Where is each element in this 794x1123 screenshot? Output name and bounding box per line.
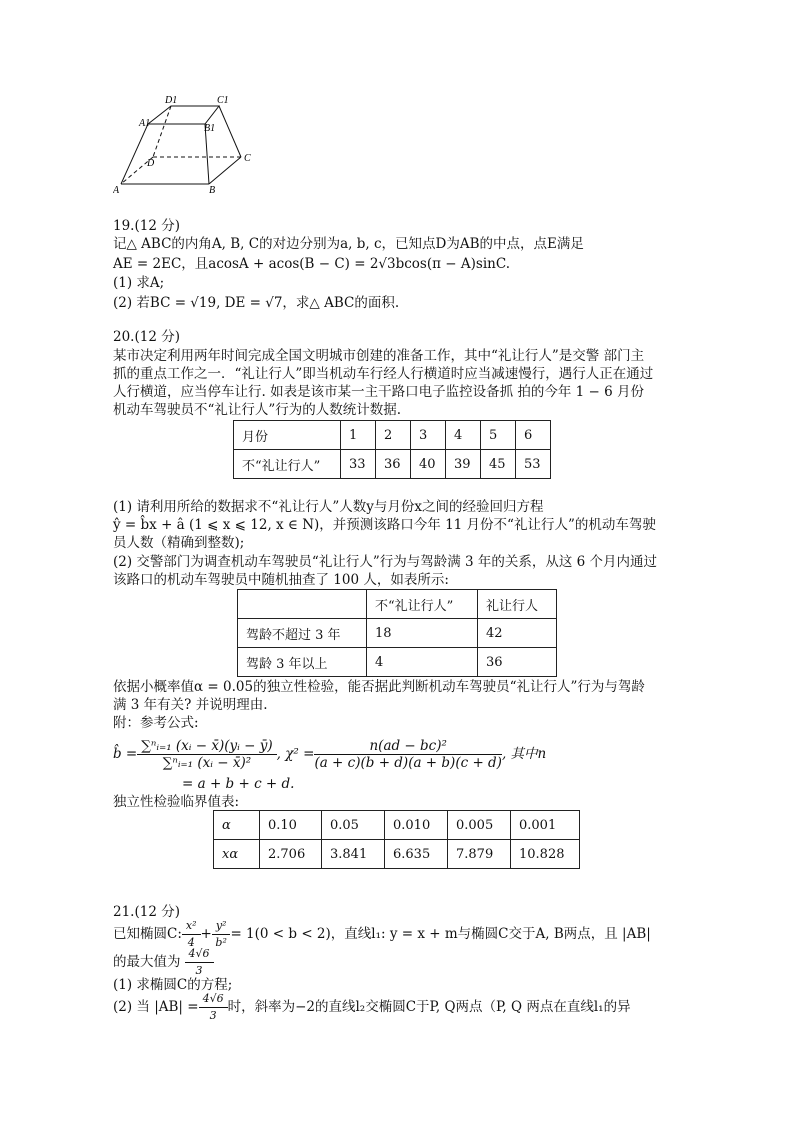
table-cell: 驾龄 3 年以上	[238, 648, 367, 677]
table-cell: 40	[411, 450, 446, 479]
critical-value-table	[213, 810, 580, 869]
table-cell: 36	[376, 450, 411, 479]
table-cell: α	[214, 811, 260, 840]
label-b: B	[209, 185, 216, 196]
q20-survey-table	[237, 589, 557, 677]
q19-stem-1: 记△ ABC的内角A, B, C的对边分别为a, b, c，已知点D为AB的中点，点E满足	[113, 236, 584, 252]
table-cell: 5	[481, 421, 516, 450]
table-cell: 53	[516, 450, 551, 479]
q20-part2-line: (2) 交警部门为调查机动车驾驶员“礼让行人”行为与驾龄满 3 年的关系，从这 6 个月内通过	[113, 554, 658, 570]
table-cell: 45	[481, 450, 516, 479]
label-c: C	[244, 153, 251, 164]
table-cell: 0.05	[322, 811, 385, 840]
q20-part1-line: 员人数（精确到整数);	[113, 535, 245, 551]
table-row	[238, 619, 557, 648]
formula-tail: , 其中n	[501, 746, 547, 762]
table-cell: 2.706	[260, 840, 322, 869]
q21-frac-y	[212, 918, 231, 951]
q21-part2	[113, 993, 631, 1021]
table-cell: 18	[367, 619, 478, 648]
q21-plus: +	[200, 926, 212, 942]
frac-numerator: 4√6	[199, 991, 228, 1008]
table-cell: 礼让行人	[478, 590, 557, 619]
table-cell: 0.010	[385, 811, 448, 840]
label-d: D	[147, 158, 155, 169]
frac-denominator: 4	[187, 935, 195, 949]
formula-b-lhs: b̂ =	[113, 746, 138, 762]
table-cell: 2	[376, 421, 411, 450]
crit-table-title: 独立性检验临界值表:	[113, 794, 240, 810]
table-cell: 驾龄不超过 3 年	[238, 619, 367, 648]
q20-part2-line: 该路口的机动车驾驶员中随机抽查了 100 人，如表所示:	[113, 572, 449, 588]
q21-stem-c: 的最大值为	[113, 954, 181, 970]
frac-denominator: 3	[195, 963, 203, 977]
q21-part2-b: 时，斜率为−2的直线l₂交椭圆C于P, Q两点（P, Q 两点在直线l₁的异	[227, 999, 631, 1015]
table-cell: 4	[446, 421, 481, 450]
q20-stem-line: 抓的重点工作之一．“礼让行人”即当机动车行经人行横道时应当减速慢行，遇行人正在通过	[113, 366, 654, 382]
q19-stem-2: AE = 2EC，且acosA + acos(B − C) = 2√3bcos(π − A)sinC.	[113, 256, 510, 272]
table-cell: 42	[478, 619, 557, 648]
q19-part2: (2) 若BC = √19, DE = √7，求△ ABC的面积.	[113, 295, 400, 311]
q21-part1: (1) 求椭圆C的方程;	[113, 977, 233, 993]
table-cell: 月份	[234, 421, 341, 450]
table-cell: 10.828	[511, 840, 580, 869]
table-cell: 7.879	[448, 840, 511, 869]
q21-part2-frac	[199, 991, 228, 1024]
q20-stem-line: 某市决定利用两年时间完成全国文明城市创建的准备工作，其中“礼让行人”是交警 部门主	[113, 348, 645, 364]
formula-chi-denominator: (a + c)(b + d)(a + b)(c + d)	[314, 754, 502, 771]
q21-stem-a: 已知椭圆C:	[113, 926, 182, 942]
table-cell: 6.635	[385, 840, 448, 869]
label-a1: A1	[139, 118, 151, 129]
q19-part1: (1) 求A;	[113, 275, 165, 291]
frac-numerator: 4√6	[185, 946, 214, 963]
table-cell: 6	[516, 421, 551, 450]
table-cell: 36	[478, 648, 557, 677]
table-row	[238, 648, 557, 677]
table-cell: 39	[446, 450, 481, 479]
q20-after-line: 满 3 年有关? 并说明理由.	[113, 697, 268, 713]
formula-chi-fraction	[314, 738, 502, 771]
formula-chi-lhs: , χ² =	[276, 746, 315, 762]
table-row	[238, 590, 557, 619]
formula-b-numerator: ∑ⁿᵢ₌₁ (xᵢ − x̄)(yᵢ − ȳ)	[137, 738, 276, 755]
label-b1: B1	[204, 123, 216, 134]
table-cell: 0.005	[448, 811, 511, 840]
table-cell: 不“礼让行人”	[234, 450, 341, 479]
table-row	[234, 421, 551, 450]
table-cell: 0.10	[260, 811, 322, 840]
label-d1: D1	[165, 95, 178, 106]
q21-header: 21.(12 分)	[113, 904, 180, 920]
frac-denominator: b²	[215, 935, 227, 949]
table-cell	[238, 590, 367, 619]
formula-b-fraction	[137, 738, 276, 771]
frac-numerator: y²	[212, 918, 231, 935]
q21-part2-a: (2) 当 |AB| =	[113, 999, 199, 1015]
q19-header: 19.(12 分)	[113, 218, 180, 234]
q20-stem-line: 机动车驾驶员不“礼让行人”行为的人数统计数据.	[113, 402, 402, 418]
table-cell: 4	[367, 648, 478, 677]
q20-part1-line: ŷ = b̂x + â (1 ⩽ x ⩽ 12, x ∈ N)，并预测该路口今年 11 月份不“礼让行人”的机动车驾驶	[113, 517, 656, 533]
table-cell: xα	[214, 840, 260, 869]
label-a: A	[113, 185, 120, 196]
q20-stem-line: 人行横道，应当停车让行. 如表是该市某一主干路口电子监控设备抓 拍的今年 1 − 6 月份	[113, 384, 645, 400]
q20-header: 20.(12 分)	[113, 329, 180, 345]
q20-formula	[113, 732, 546, 776]
table-cell: 33	[341, 450, 376, 479]
formula-n: = a + b + c + d.	[182, 776, 295, 792]
label-c1: C1	[217, 95, 229, 106]
table-cell: 3	[411, 421, 446, 450]
frac-numerator: x²	[182, 918, 201, 935]
frac-denominator: 3	[209, 1008, 217, 1022]
q21-stem-b: = 1(0 < b < 2)，直线l₁: y = x + m与椭圆C交于A, B两点，且 |AB|	[230, 926, 651, 942]
table-row	[214, 840, 580, 869]
frustum-diagram	[113, 92, 263, 200]
table-row	[214, 811, 580, 840]
q20-monthly-table	[233, 420, 551, 479]
q20-after-line: 依据小概率值α = 0.05的独立性检验，能否据此判断机动车驾驶员“礼让行人”行为与驾龄	[113, 679, 645, 695]
table-row	[234, 450, 551, 479]
q20-reference-label: 附：参考公式:	[113, 715, 199, 731]
formula-chi-numerator: n(ad − bc)²	[314, 738, 502, 755]
table-cell: 1	[341, 421, 376, 450]
frustum-figure	[113, 92, 263, 200]
formula-b-denominator: ∑ⁿᵢ₌₁ (xᵢ − x̄)²	[162, 754, 252, 771]
table-cell: 3.841	[322, 840, 385, 869]
q21-stem-c-row	[113, 948, 214, 976]
q20-part1-line: (1) 请利用所给的数据求不“礼让行人”人数y与月份x之间的经验回归方程	[113, 499, 544, 515]
table-cell: 不“礼让行人”	[367, 590, 478, 619]
q21-max-frac	[185, 946, 214, 979]
table-cell: 0.001	[511, 811, 580, 840]
